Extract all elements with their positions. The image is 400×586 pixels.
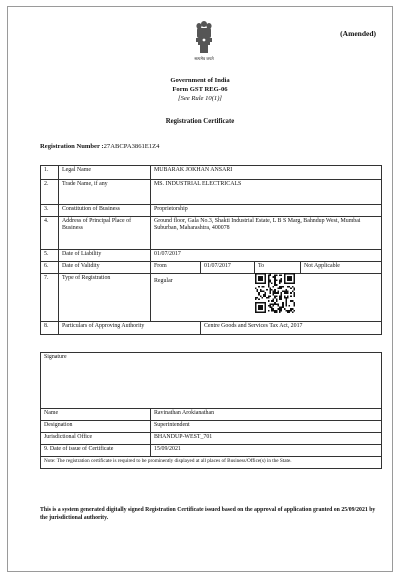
rule-reference: [See Rule 10(1)] [178,95,222,102]
note-row [41,457,382,469]
authority-row [41,322,382,335]
national-emblem [190,19,218,63]
row-value: BHANDUP-WEST_701 [151,433,382,445]
form-heading: Form GST REG-06 [172,86,228,93]
row-label: Trade Name, if any [59,180,151,205]
registration-number-value: 27ABCPA3861E1Z4 [103,143,160,150]
table-row [41,217,382,250]
row-label: Name [41,409,151,421]
row-value: Superintendent [151,421,382,433]
row-number: 6. [41,262,59,274]
validity-to-label: To [255,262,301,274]
emblem-icon [193,19,215,55]
government-heading: Government of India [170,77,230,84]
row-value: Proprietorship [151,205,382,217]
row-number: 5. [41,250,59,262]
row-value: 01/07/2017 [151,250,382,262]
amended-label: (Amended) [340,29,376,38]
row-label: Address of Principal Place of Business [59,217,151,250]
row-label: Particulars of Approving Authority [59,322,201,335]
row-number: 4. [41,217,59,250]
row-label: Jurisdictional Office [41,433,151,445]
row-value: Ground floor, Gala No.3, Shakti Industrial Estate, L B S Marg, Bahndup West, Mumbai Suburban, Maharashtra, 400078 [151,217,382,250]
row-label: Designation [41,421,151,433]
row-label: Constitution of Business [59,205,151,217]
row-label: Type of Registration [59,274,151,322]
table-row [41,205,382,217]
emblem-caption: सत्यमेव जयते [194,56,214,61]
signature-table [40,352,382,469]
row-value: Centre Goods and Services Tax Act, 2017 [201,322,382,335]
display-note: Note: The registration certificate is required to be prominently displayed at all places of Business/Office(s) in the State. [41,457,382,469]
table-row [41,180,382,205]
row-label: Date of Liability [59,250,151,262]
system-generated-note: This is a system generated digitally signed Registration Certificate issued based on the approval of application granted on 25/09/2021 by the jurisdictional authority. [40,507,376,521]
row-value: Ravinathan Arokianathan [151,409,382,421]
validity-row [41,262,382,274]
certificate-page [7,6,393,572]
details-table [40,165,382,335]
signature-box: Signature [41,353,382,409]
table-row [41,409,382,421]
table-row [41,445,382,457]
qr-code-icon [255,273,295,313]
row-number: 2. [41,180,59,205]
row-number: 7. [41,274,59,322]
table-row [41,433,382,445]
row-value: MS. INDUSTRIAL ELECTRICALS [151,180,382,205]
validity-from-value: 01/07/2017 [201,262,255,274]
row-value: MUBARAK JOKHAN ANSARI [151,166,382,180]
signature-row [41,353,382,409]
validity-to-value: Not Applicable [301,262,382,274]
row-value [151,274,382,322]
row-number: 8. [41,322,59,335]
row-label: Legal Name [59,166,151,180]
certificate-title: Registration Certificate [165,118,235,125]
row-label: 9. Date of issue of Certificate [41,445,151,457]
table-row [41,421,382,433]
row-label: Date of Validity [59,262,151,274]
row-number: 1. [41,166,59,180]
row-value: 15/09/2021 [151,445,382,457]
registration-type-value: Regular [154,278,173,284]
validity-from-label: From [151,262,201,274]
registration-number-label: Registration Number : [40,143,104,150]
table-row [41,166,382,180]
registration-type-row [41,274,382,322]
row-number: 3. [41,205,59,217]
registration-number [40,143,159,150]
table-row [41,250,382,262]
